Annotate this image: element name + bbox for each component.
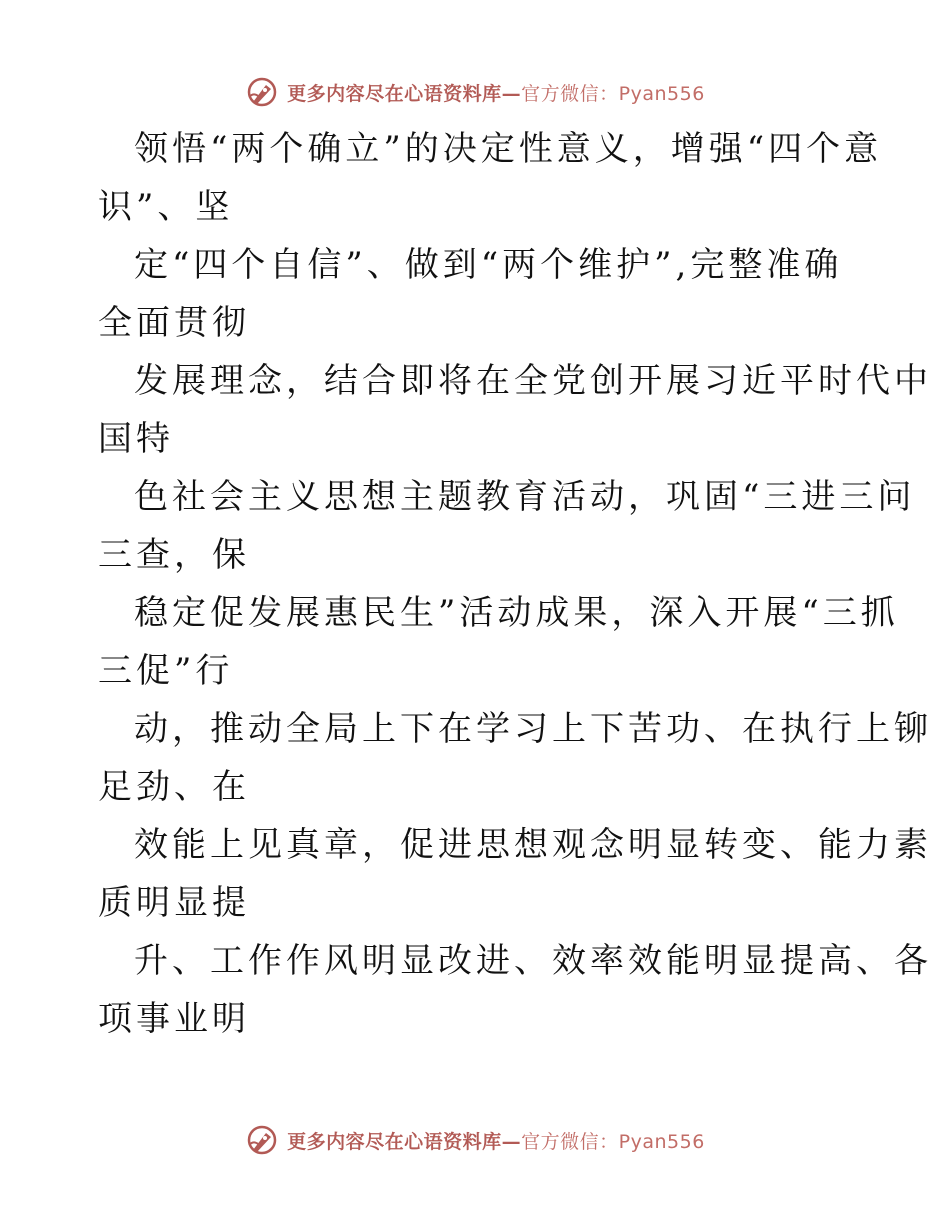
- header-watermark-banner: [0, 72, 950, 112]
- line-continuation: 识”、坚: [98, 187, 234, 227]
- line-first: 定“四个自信”、做到“两个维护”,完整准确: [134, 245, 843, 285]
- line-first: 发展理念，结合即将在全党创开展习近平时代中: [134, 361, 932, 401]
- text-line: [98, 120, 883, 236]
- line-continuation: 全面贯彻: [98, 303, 250, 343]
- text-line: [98, 932, 932, 1048]
- footer-watermark-banner: [0, 1120, 950, 1160]
- line-continuation: 三促”行: [98, 651, 234, 691]
- text-line: [98, 352, 932, 468]
- line-continuation: 项事业明: [98, 999, 250, 1039]
- banner-text: [287, 79, 705, 106]
- line-continuation: 国特: [98, 419, 174, 459]
- banner-text: [287, 1127, 705, 1154]
- banner-contact-text: 官方微信：Pyan556: [521, 1130, 705, 1153]
- line-first: 动，推动全局上下在学习上下苦功、在执行上铆: [134, 709, 932, 749]
- line-first: 稳定促发展惠民生”活动成果，深入开展“三抓: [134, 593, 899, 633]
- line-first: 领悟“两个确立”的决定性意义，增强“四个意: [134, 129, 883, 169]
- text-line: [98, 700, 932, 816]
- line-first: 色社会主义思想主题教育活动，巩固“三进三问: [134, 477, 916, 517]
- text-line: [98, 468, 916, 584]
- text-line: [98, 584, 899, 700]
- banner-contact-text: 官方微信：Pyan556: [521, 82, 705, 105]
- text-line: [98, 816, 932, 932]
- document-body: [98, 120, 932, 1048]
- line-first: 升、工作作风明显改进、效率效能明显提高、各: [134, 941, 932, 981]
- pen-nib-logo-icon: [245, 75, 279, 109]
- line-continuation: 足劲、在: [98, 767, 250, 807]
- banner-library-text: 更多内容尽在心语资料库—: [287, 82, 522, 105]
- line-first: 效能上见真章，促进思想观念明显转变、能力素: [134, 825, 932, 865]
- banner-library-text: 更多内容尽在心语资料库—: [287, 1130, 522, 1153]
- pen-nib-logo-icon: [245, 1123, 279, 1157]
- text-line: [98, 236, 854, 352]
- line-continuation: 三查，保: [98, 535, 250, 575]
- line-continuation: 质明显提: [98, 883, 250, 923]
